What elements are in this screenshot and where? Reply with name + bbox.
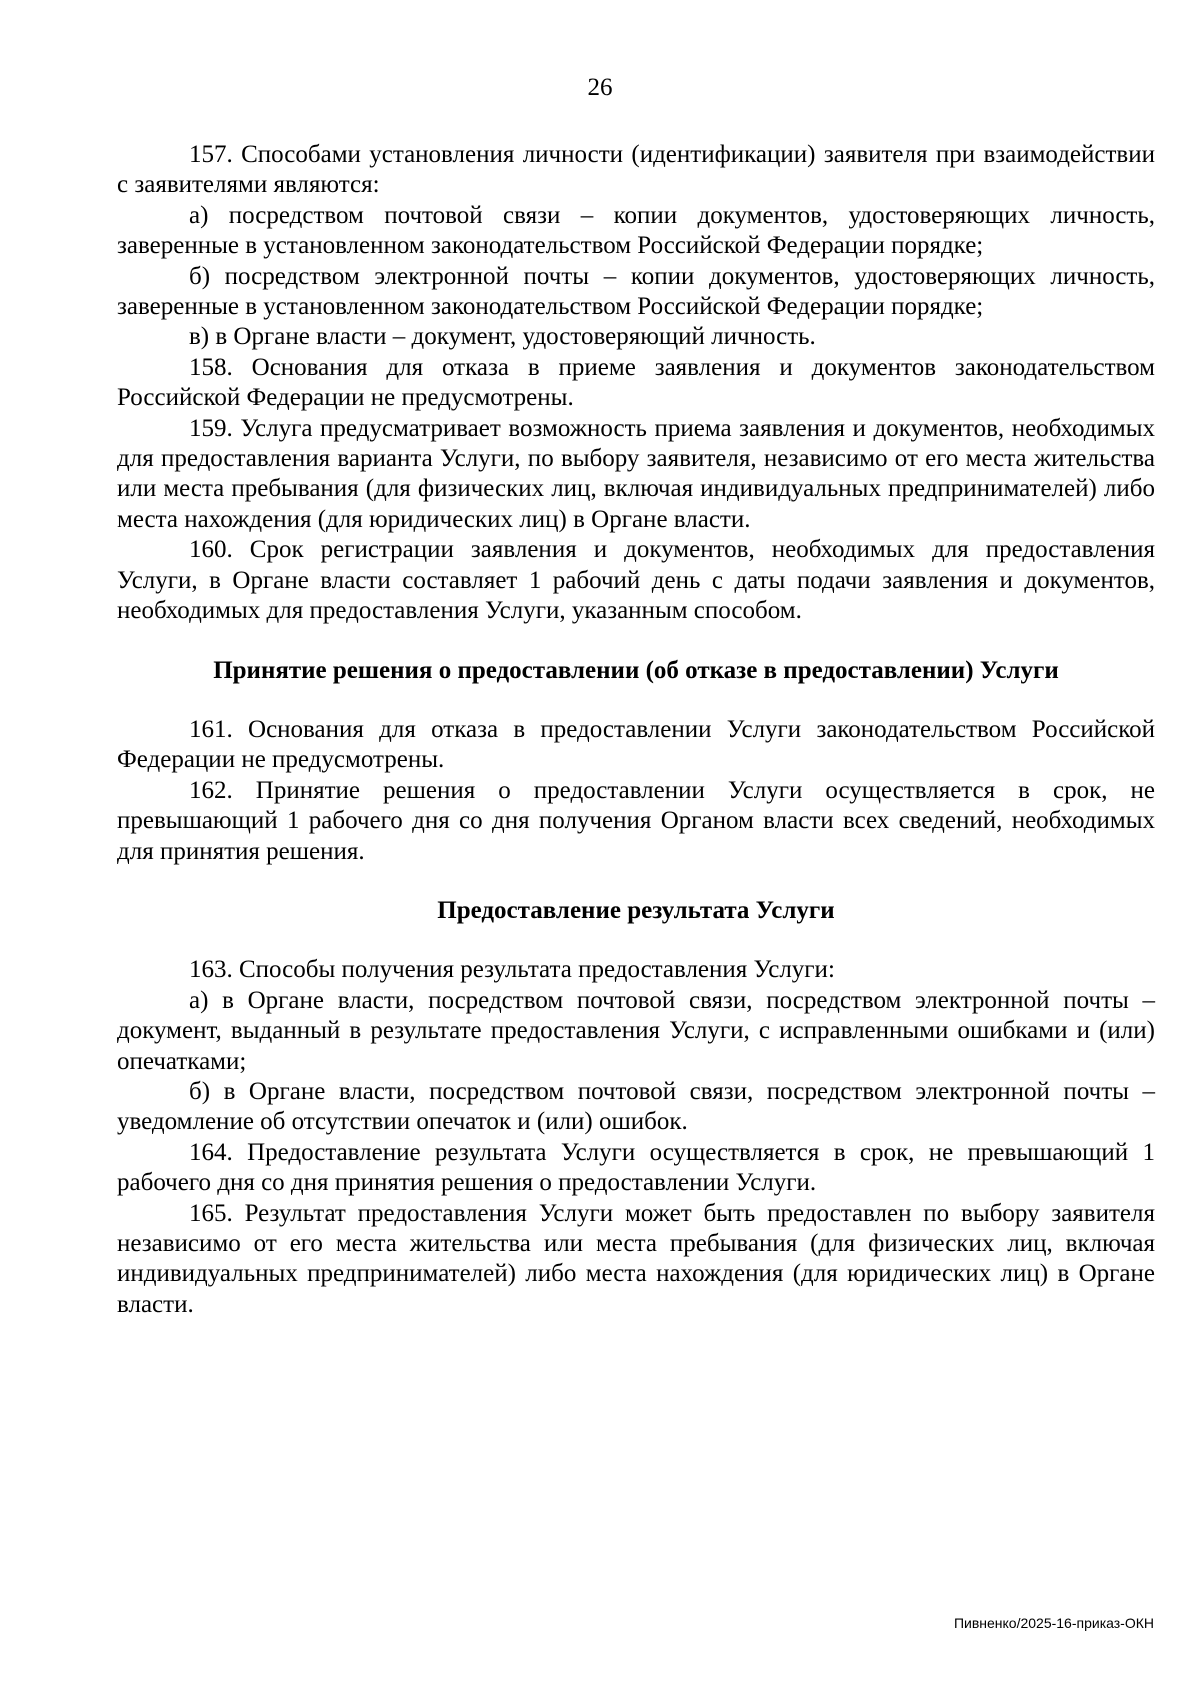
paragraph-163-a: а) в Органе власти, посредством почтовой связи, посредством электронной почты – документ, выданный в результате предоставления Услуги, с исправленными ошибками и (или) опечатками; [117, 986, 1155, 1075]
section-heading-decision: Принятие решения о предоставлении (об отказе в предоставлении) Услуги [213, 656, 1059, 684]
document-body [117, 140, 1155, 1320]
spacer [117, 627, 1155, 656]
spacer [117, 926, 1155, 955]
paragraph-158: 158. Основания для отказа в приеме заявления и документов законодательством Российской Федерации не предусмотрены. [117, 353, 1155, 412]
section-heading-result: Предоставление результата Услуги [437, 896, 835, 924]
document-footer-reference: Пивненко/2025-16-приказ-ОКН [953, 1615, 1154, 1631]
paragraph-157-b: б) посредством электронной почты – копии документов, удостоверяющих личность, заверенные в установленном законодательством Российской Федерации порядке; [117, 262, 1155, 321]
paragraph-157-v: в) в Органе власти – документ, удостоверяющий личность. [189, 323, 816, 351]
paragraph-160: 160. Срок регистрации заявления и документов, необходимых для предоставления Услуги, в Органе власти составляет 1 рабочий день с даты подачи заявления и документов, необходимых для предоставления Услуги, указанным способом. [117, 536, 1155, 625]
page-number: 26 [587, 74, 613, 101]
paragraph-161: 161. Основания для отказа в предоставлении Услуги законодательством Российской Федерации не предусмотрены. [117, 715, 1155, 774]
paragraph-165: 165. Результат предоставления Услуги может быть предоставлен по выбору заявителя независимо от его места жительства или места пребывания (для физических лиц, включая индивидуальных предпринимателей) либо места нахождения (для юридических лиц) в Органе власти. [117, 1199, 1155, 1318]
paragraph-164: 164. Предоставление результата Услуги осуществляется в срок, не превышающий 1 рабочего дня со дня принятия решения о предоставлении Услуги. [117, 1138, 1155, 1197]
paragraph-159: 159. Услуга предусматривает возможность приема заявления и документов, необходимых для предоставления варианта Услуги, по выбору заявителя, независимо от его места жительства или места пребывания (для физических лиц, включая индивидуальных предпринимателей) либо места нахождения (для юридических лиц) в Органе власти. [117, 414, 1155, 533]
paragraph-157-a: а) посредством почтовой связи – копии документов, удостоверяющих личность, заверенные в установленном законодательством Российской Федерации порядке; [117, 201, 1155, 260]
paragraph-163-b: б) в Органе власти, посредством почтовой связи, посредством электронной почты – уведомление об отсутствии опечаток и (или) ошибок. [117, 1077, 1155, 1136]
paragraph-157: 157. Способами установления личности (идентификации) заявителя при взаимодействии с заявителями являются: [117, 141, 1155, 199]
spacer [117, 867, 1155, 896]
paragraph-162: 162. Принятие решения о предоставлении Услуги осуществляется в срок, не превышающий 1 рабочего дня со дня получения Органом власти всех сведений, необходимых для принятия решения. [117, 776, 1155, 865]
spacer [117, 686, 1155, 715]
paragraph-163: 163. Способы получения результата предоставления Услуги: [189, 956, 835, 984]
